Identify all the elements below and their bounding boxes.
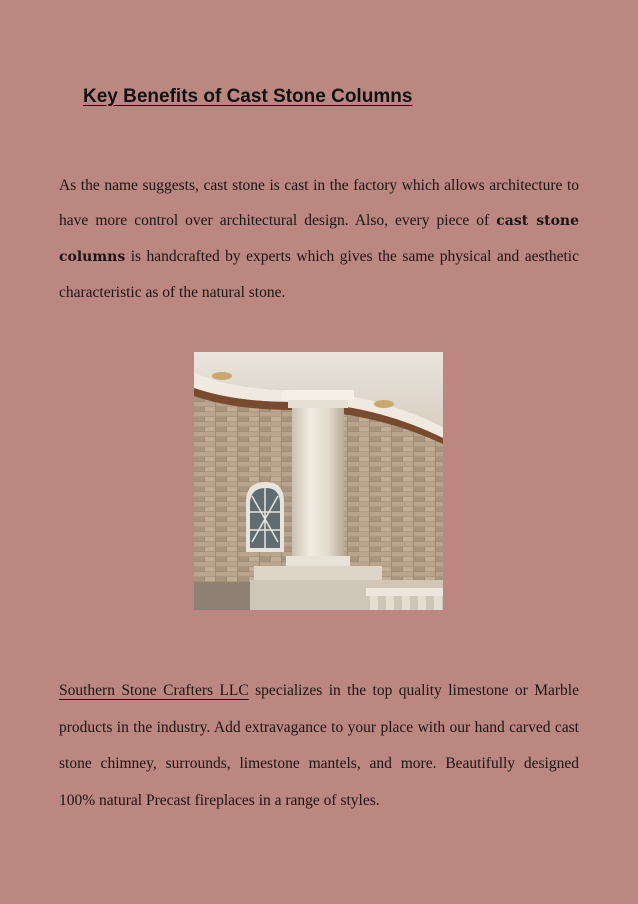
light-fixture-left [212,372,232,380]
cast-stone-columns-link[interactable]: cast stone columns [59,213,580,265]
light-fixture-right [374,400,394,408]
intro-paragraph [59,168,579,310]
column-illustration [194,352,443,610]
page-heading: Key Benefits of Cast Stone Columns [83,86,413,107]
company-text-after: specializes in the top quality limestone or Marble products in the industry. Add extravagance to your place with our hand carved cast stone chimney, surrounds, limestone mantels, and more. Beautifully designed 100% natural Precast fireplaces in a range of styles. [59,682,579,809]
southern-stone-crafters-link[interactable]: Southern Stone Crafters LLC [59,682,249,699]
cast-stone-column-photo [194,352,443,610]
column-shaft [292,408,344,556]
arched-window [246,482,284,552]
intro-text-after: is handcrafted by experts which gives the same physical and aesthetic characteristic as of the natural stone. [59,248,579,301]
company-paragraph [59,673,579,819]
intro-text-before: As the name suggests, cast stone is cast in the factory which allows architecture to have more control over architectural design. Also, every piece of [59,177,579,229]
